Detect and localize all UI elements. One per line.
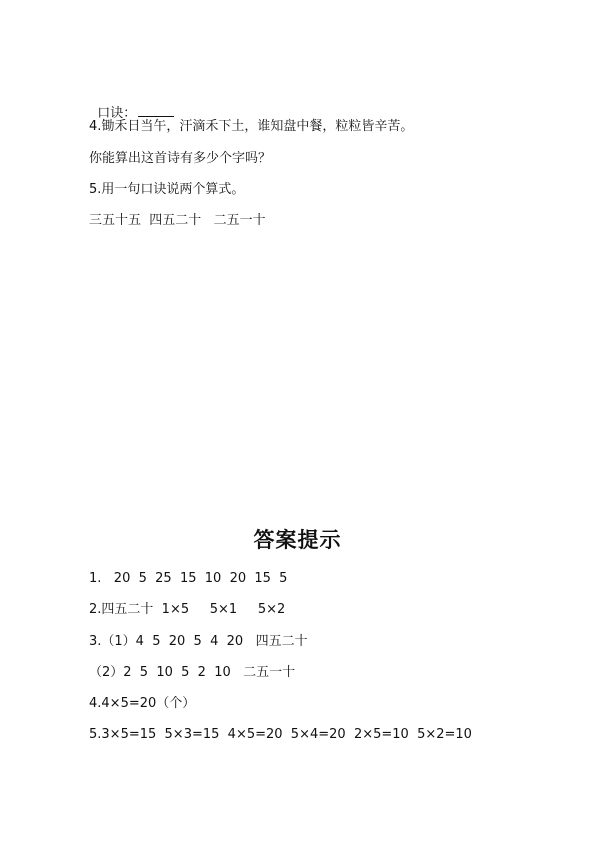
formula-blank[interactable] <box>138 104 174 117</box>
answer-line-3b: （2）2 5 10 5 2 10 二五一十 <box>89 665 296 680</box>
question-5-prompt: 5.用一句口诀说两个算式。 <box>89 182 245 197</box>
answer-line-1: 1. 20 5 25 15 10 20 15 5 <box>89 571 288 586</box>
answer-line-4: 4.4×5=20（个） <box>89 696 196 711</box>
formula-label: 口诀： <box>97 106 137 121</box>
question-4-poem: 4.锄禾日当午，汗滴禾下土，谁知盘中餐，粒粒皆辛苦。 <box>89 119 414 134</box>
question-5-items: 三五十五 四五二十 二五一十 <box>89 213 266 228</box>
answer-line-2: 2.四五二十 1×5 5×1 5×2 <box>89 602 286 617</box>
question-4-prompt: 你能算出这首诗有多少个字吗？ <box>89 151 272 166</box>
answer-heading: 答案提示 <box>253 528 342 552</box>
answer-line-3: 3.（1）4 5 20 5 4 20 四五二十 <box>89 634 308 649</box>
answer-line-5: 5.3×5=15 5×3=15 4×5=20 5×4=20 2×5=10 5×2=10 <box>89 727 472 742</box>
formula-prompt <box>89 88 174 122</box>
